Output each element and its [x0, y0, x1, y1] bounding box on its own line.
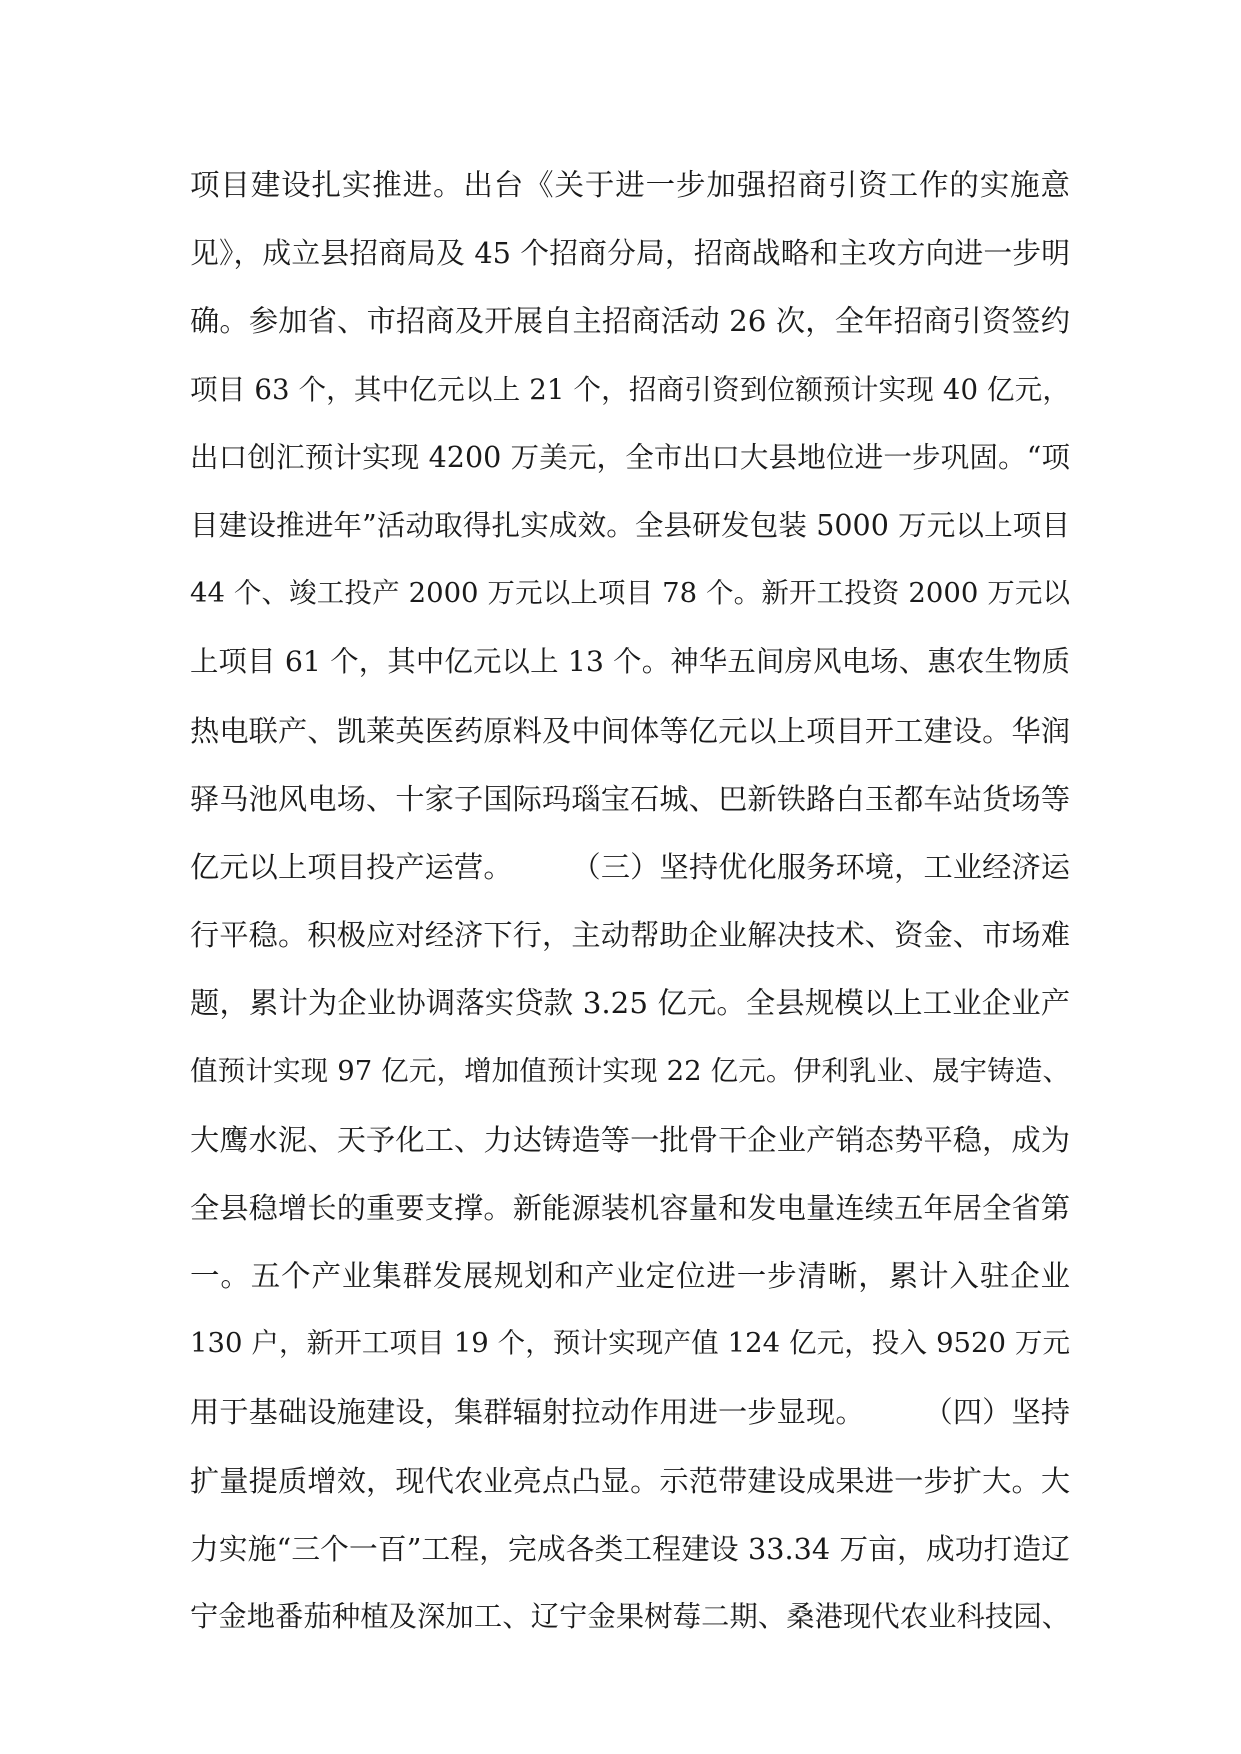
text-line-1: 项目建设扎实推进。出台《关于进一步加强招商引资工作的实施意: [190, 168, 1070, 202]
text-line-20: 扩量提质增效，现代农业亮点凸显。示范带建设成果进一步扩大。大: [190, 1463, 1070, 1498]
text-line-15: 大鹰水泥、天予化工、力达铸造等一批骨干企业产销态势平稳，成为: [190, 1122, 1070, 1157]
text-line-18: 130 户，新开工项目 19 个，预计实现产值 124 亿元，投入 9520 万元: [190, 1328, 1070, 1360]
text-line-16: 全县稳增长的重要支撑。新能源装机容量和发电量连续五年居全省第: [190, 1190, 1070, 1225]
text-line-14: 值预计实现 97 亿元，增加值预计实现 22 亿元。伊利乳业、晟宇铸造、: [190, 1055, 1070, 1088]
text-line-6: 目建设推进年”活动取得扎实成效。全县研发包装 5000 万元以上项目: [190, 508, 1070, 542]
text-line-7: 44 个、竣工投产 2000 万元以上项目 78 个。新开工投资 2000 万元以: [190, 578, 1070, 610]
text-line-13: 题，累计为企业协调落实贷款 3.25 亿元。全县规模以上工业企业产: [190, 986, 1070, 1021]
text-line-2: 见》，成立县招商局及 45 个招商分局，招商战略和主攻方向进一步明: [190, 236, 1070, 271]
body-text: [190, 160, 1070, 1660]
text-line-22: 宁金地番茄种植及深加工、辽宁金果树莓二期、桑港现代农业科技园、: [190, 1599, 1070, 1633]
text-line-10: 驿马池风电场、十家子国际玛瑙宝石城、巴新铁路白玉都车站货场等: [190, 781, 1070, 816]
text-line-9: 热电联产、凯莱英医药原料及中间体等亿元以上项目开工建设。华润: [190, 713, 1070, 748]
text-line-12: 行平稳。积极应对经济下行，主动帮助企业解决技术、资金、市场难: [190, 918, 1070, 953]
text-line-17: 一。五个产业集群发展规划和产业定位进一步清晰，累计入驻企业: [190, 1259, 1070, 1293]
text-line-3: 确。参加省、市招商及开展自主招商活动 26 次，全年招商引资签约: [190, 304, 1070, 339]
text-line-19: 用于基础设施建设，集群辐射拉动作用进一步显现。 （四）坚持: [190, 1395, 1070, 1430]
text-line-8: 上项目 61 个，其中亿元以上 13 个。神华五间房风电场、惠农生物质: [190, 645, 1070, 679]
text-line-5: 出口创汇预计实现 4200 万美元，全市出口大县地位进一步巩固。“项: [190, 440, 1070, 474]
text-line-21: 力实施“三个一百”工程，完成各类工程建设 33.34 万亩，成功打造辽: [190, 1531, 1070, 1566]
text-line-4: 项目 63 个，其中亿元以上 21 个，招商引资到位额预计实现 40 亿元，: [190, 372, 1070, 406]
text-line-11: 亿元以上项目投产运营。 （三）坚持优化服务环境，工业经济运: [190, 849, 1070, 884]
